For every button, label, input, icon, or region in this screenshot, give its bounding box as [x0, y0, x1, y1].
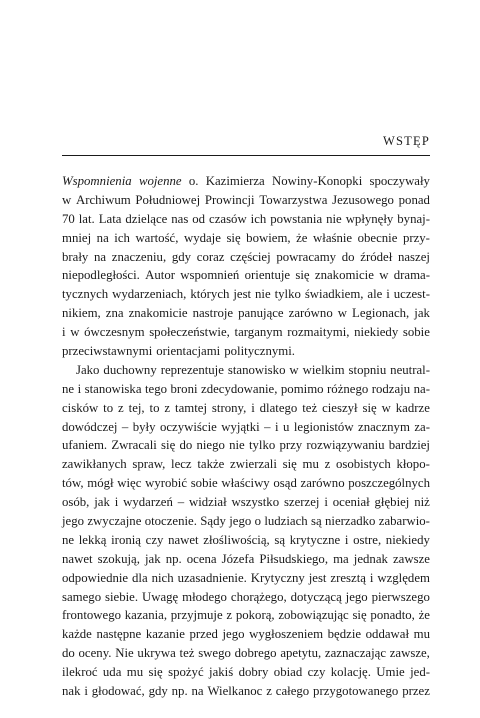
text-line: nak i głodować, gdy np. na Wielkanoc z całego przygotowanego przez: [62, 684, 430, 699]
text-line: każde następne kazanie przed jego wygłoszeniem będzie oddawał mu: [62, 627, 430, 642]
text-line: przeciwstawnymi orientacjami politycznymi.: [62, 344, 295, 359]
text-line: Jako duchowny reprezentuje stanowisko w wielkim stopniu neutral-: [76, 362, 430, 377]
text-line: ne lekką ironią czy nawet złośliwością, są krytyczne i ostre, niekiedy: [62, 532, 430, 547]
text-line: w Archiwum Południowej Prowincji Towarzystwa Jezusowego ponad: [62, 192, 430, 207]
text-line: tycznych wydarzeniach, których jest nie tylko świadkiem, ale i uczest-: [62, 287, 430, 302]
text-line: ne i stanowiska tego broni zdecydowanie, pomimo różnego rodzaju na-: [62, 381, 430, 396]
text-line: jego zwyczajne otoczenie. Sądy jego o ludziach są nierzadko zabarwio-: [62, 514, 430, 529]
text-line: tów, mógł więc wyrobić sobie właściwy osąd zarówno poszczególnych: [62, 476, 430, 491]
paragraph: [62, 361, 430, 701]
text-line: zawikłanych spraw, lecz także zwierzali się mu z osobistych kłopo-: [62, 457, 430, 472]
text-line: i w ówczesnym społeczeństwie, targanym rozmaitymi, niekiedy sobie: [62, 325, 430, 340]
text-line: Wspomnienia wojenne o. Kazimierza Nowiny-Konopki spoczywały: [62, 174, 430, 188]
text-line: nawet szokują, jak np. ocena Józefa Piłsudskiego, ma jednak zawsze: [62, 551, 430, 566]
text-line: samego siebie. Uwagę młodego chorążego, dotyczącą jego pierwszego: [62, 589, 430, 604]
text-line: osób, jak i wydarzeń – widział wszystko szerzej i oceniał głębiej niż: [62, 495, 430, 510]
paragraph: [62, 172, 430, 361]
text-line: brały na znaczeniu, gdy coraz częściej powracamy do źródeł naszej: [62, 249, 430, 264]
text-line: niepodległości. Autor wspomnień orientuje się znakomicie w drama-: [62, 268, 430, 283]
text-line: cisków to z tej, to z tamtej strony, i dlatego też cieszył się w kadrze: [62, 400, 430, 415]
running-header: [62, 126, 430, 156]
text-line: mniej na ich wartość, wydaje się bowiem, że właśnie obecnie przy-: [62, 230, 430, 245]
text-line: nikiem, zna znakomicie nastroje panujące zarówno w Legionach, jak: [62, 306, 430, 321]
text-line: frontowego kazania, przyjmuje z pokorą, zobowiązując się ponadto, że: [62, 608, 430, 623]
text-line: 70 lat. Lata dzielące nas od czasów ich powstania nie wpłynęły bynaj-: [62, 211, 430, 226]
chapter-title: WSTĘP: [383, 134, 430, 148]
body-text: [62, 172, 430, 701]
text-line: ufaniem. Zwracali się do niego nie tylko przy rozwiązywaniu bardziej: [62, 438, 430, 453]
text-line: do oceny. Nie ukrywa też swego dobrego apetytu, zaznaczając zawsze,: [62, 646, 430, 661]
text-line: dowódczej – były oczywiście wyjątki – i u legionistów znacznym za-: [62, 419, 430, 434]
text-line: ilekroć uda mu się spożyć jakiś dobry obiad czy kolację. Umie jed-: [62, 665, 430, 680]
text-line: odpowiednie dla nich uzasadnienie. Krytyczny jest zresztą i względem: [62, 570, 430, 585]
